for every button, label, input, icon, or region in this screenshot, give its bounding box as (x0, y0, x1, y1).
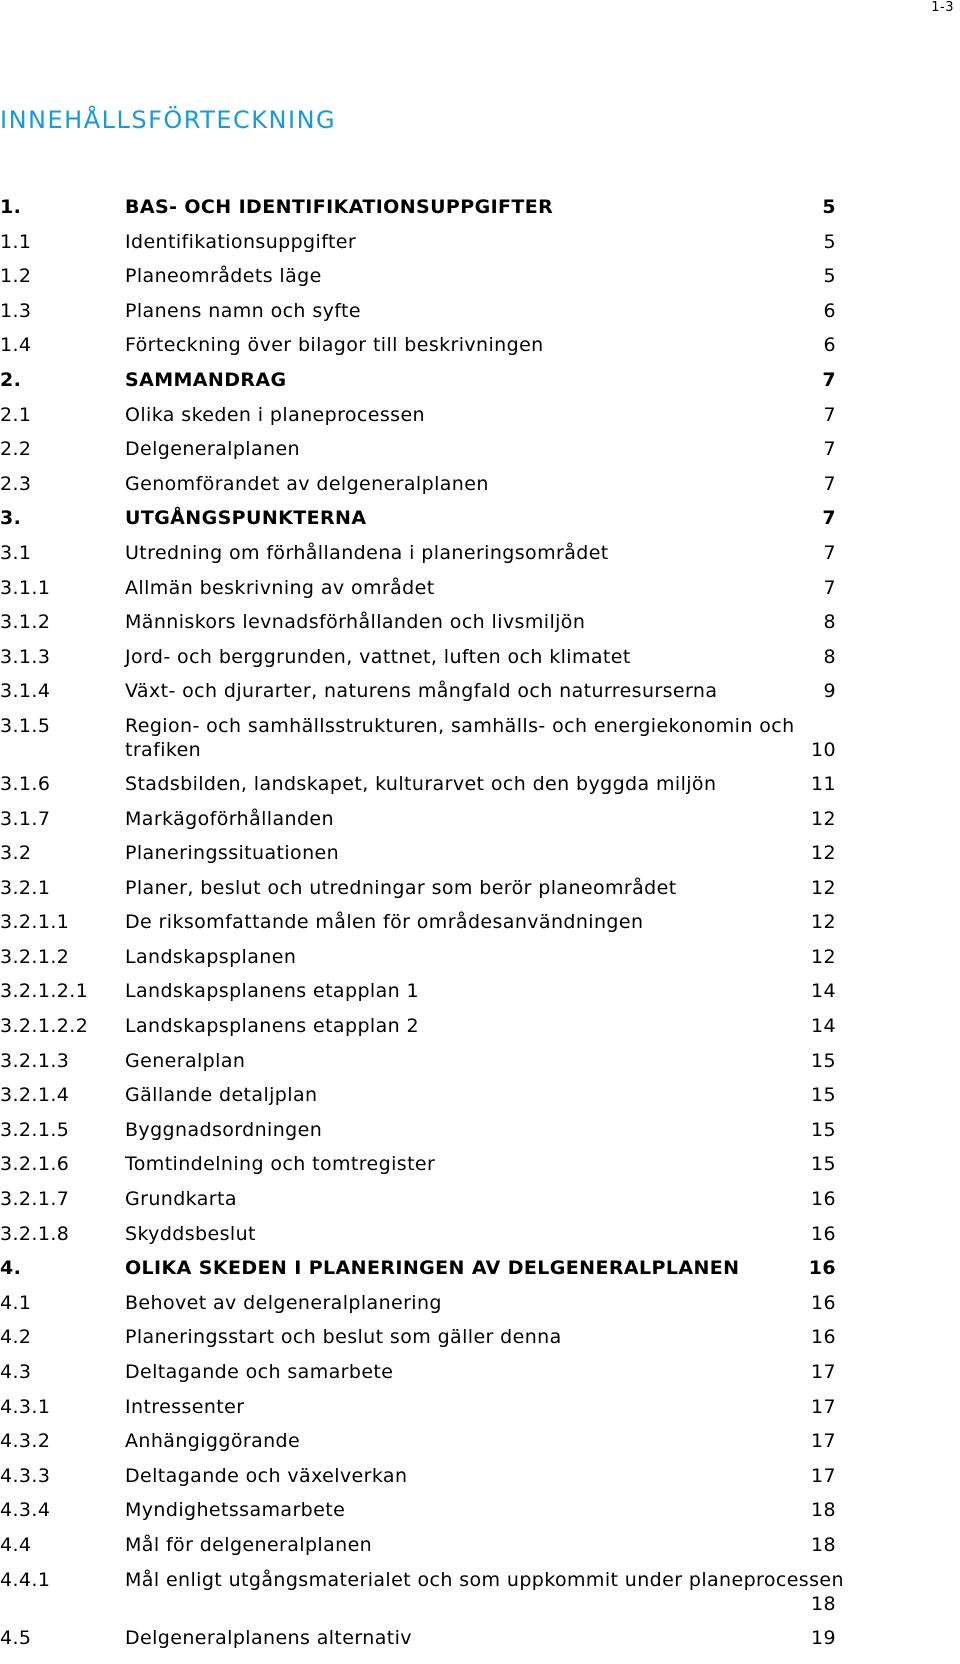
toc-entry-title: Landskapsplanen (125, 945, 297, 968)
toc-entry-page: 6 (823, 299, 836, 322)
toc-entry[interactable] (0, 467, 860, 502)
toc-entry[interactable] (0, 190, 860, 225)
toc-entry-title: Stadsbilden, landskapet, kulturarvet och den byggda miljön (125, 772, 717, 795)
toc-entry-page: 7 (822, 368, 836, 391)
toc-entry-page: 17 (811, 1395, 836, 1418)
toc-entry-number: 3.2.1.2 (0, 945, 70, 968)
toc-entry-title: Delgeneralplanens alternativ (125, 1626, 412, 1649)
toc-entry-title: Behovet av delgeneralplanering (125, 1291, 442, 1314)
toc-entry-page: 12 (811, 807, 836, 830)
toc-entry-page: 16 (811, 1326, 836, 1349)
toc-entry-number: 3.2.1 (0, 876, 51, 899)
toc-entry-number: 4.3 (0, 1361, 32, 1383)
toc-entry[interactable] (0, 1217, 860, 1252)
toc-entry-title: Olika skeden i planeprocessen (125, 403, 425, 426)
toc-entry-title: Skyddsbeslut (125, 1222, 256, 1245)
toc-entry-title: Generalplan (125, 1049, 246, 1072)
toc-entry[interactable] (0, 871, 860, 906)
toc-entry-page: 16 (811, 1188, 836, 1211)
toc-entry-page: 15 (811, 1118, 836, 1141)
toc-entry-number: 4.2 (0, 1326, 32, 1349)
toc-entry[interactable] (0, 225, 860, 260)
toc-entry-page: 12 (811, 945, 836, 968)
toc-entry-title: Människors levnadsförhållanden och livsmiljön (125, 611, 586, 634)
toc-entry-number: 4.1 (0, 1291, 32, 1314)
toc-entry-page: 16 (811, 1291, 836, 1314)
toc-entry-page: 18 (811, 1592, 836, 1615)
toc-entry-title: Förteckning över bilagor till beskrivningen (125, 334, 544, 357)
toc-entry-number: 2.3 (0, 472, 32, 495)
toc-entry-page: 10 (811, 738, 836, 761)
toc-entry[interactable] (0, 1320, 860, 1355)
toc-entry-page: 7 (822, 507, 836, 530)
toc-entry[interactable] (0, 536, 860, 571)
toc-entry-title: Landskapsplanens etapplan 2 (125, 1015, 419, 1038)
toc-entry-page: 7 (823, 403, 836, 426)
toc-entry-page: 6 (823, 334, 836, 357)
toc-entry-page: 15 (811, 1049, 836, 1072)
toc-entry[interactable] (0, 1563, 860, 1621)
toc-entry[interactable] (0, 605, 860, 640)
toc-entry[interactable] (0, 398, 860, 433)
toc-entry[interactable] (0, 1528, 860, 1563)
toc-entry-number: 3.2.1.1 (0, 911, 70, 934)
toc-entry-page: 17 (811, 1430, 836, 1453)
toc-entry-title: Myndighetssamarbete (125, 1499, 346, 1522)
toc-entry-page: 8 (823, 611, 836, 634)
toc-entry-page: 8 (823, 645, 836, 668)
toc-entry[interactable] (0, 1621, 860, 1656)
toc-entry-number: 4.5 (0, 1626, 32, 1649)
toc-entry-page: 9 (823, 680, 836, 703)
toc-entry[interactable] (0, 767, 860, 802)
toc-entry-title: Intressenter (125, 1395, 245, 1418)
toc-entry-title: Planens namn och syfte (125, 299, 361, 322)
toc-entry[interactable] (0, 905, 860, 940)
toc-entry-number: 3.2 (0, 842, 32, 865)
toc-entry-number: 1. (0, 196, 22, 218)
toc-entry-number: 3.1.7 (0, 807, 51, 830)
toc-entry[interactable] (0, 571, 860, 606)
toc-entry-number: 3.1.1 (0, 576, 51, 599)
toc-entry[interactable] (0, 1493, 860, 1528)
toc-entry[interactable] (0, 1390, 860, 1425)
toc-entry-title: Planeringsstart och beslut som gäller denna (125, 1326, 562, 1349)
toc-entry-number: 3.1.5 (0, 714, 51, 737)
toc-entry[interactable] (0, 1251, 860, 1286)
toc-entry-page: 14 (811, 980, 836, 1003)
toc-entry-page: 11 (811, 772, 836, 795)
page-number: 1-3 (931, 0, 954, 15)
toc-entry[interactable] (0, 674, 860, 709)
toc-entry-page: 18 (811, 1499, 836, 1522)
toc-entry[interactable] (0, 974, 860, 1009)
toc-entry-title: Anhängiggörande (125, 1430, 301, 1453)
toc-entry-number: 3.2.1.5 (0, 1118, 70, 1141)
toc-entry-number: 2.2 (0, 438, 32, 461)
toc-entry-number: 4.4 (0, 1533, 32, 1556)
toc-entry[interactable] (0, 1459, 860, 1494)
toc-entry-number: 3. (0, 507, 22, 530)
toc-entry-number: 3.1.4 (0, 680, 51, 703)
toc-entry-page: 5 (823, 230, 836, 253)
toc-entry[interactable] (0, 501, 860, 536)
toc-entry-page: 14 (811, 1015, 836, 1038)
toc-entry-page: 15 (811, 1084, 836, 1107)
toc-entry-number: 3.2.1.4 (0, 1084, 70, 1107)
toc-entry[interactable] (0, 1147, 860, 1182)
toc-entry-title: OLIKA SKEDEN I PLANERINGEN AV DELGENERALPLANEN (125, 1257, 740, 1280)
toc-entry-page: 18 (811, 1533, 836, 1556)
toc-entry[interactable] (0, 640, 860, 675)
toc-entry-number: 1.2 (0, 265, 32, 288)
toc-entry-title: Planeområdets läge (125, 265, 322, 288)
toc-entry-number: 3.2.1.7 (0, 1188, 70, 1211)
toc-entry-number: 3.1.3 (0, 645, 51, 668)
toc-entry-title: Deltagande och växelverkan (125, 1464, 408, 1487)
toc-entry-title: De riksomfattande målen för områdesanvändningen (125, 911, 644, 934)
toc-entry[interactable] (0, 709, 860, 767)
toc-entry-title: Planer, beslut och utredningar som berör planeområdet (125, 876, 677, 899)
toc-entry-number: 1.3 (0, 299, 32, 322)
toc-entry-title: SAMMANDRAG (125, 368, 287, 391)
toc-entry-title: Grundkarta (125, 1188, 237, 1211)
toc-entry-title: Planeringssituationen (125, 842, 340, 865)
toc-entry[interactable] (0, 294, 860, 329)
toc-entry-title: Mål för delgeneralplanen (125, 1533, 373, 1556)
toc-entry-number: 4.3.1 (0, 1395, 51, 1418)
toc-entry-title: Allmän beskrivning av området (125, 576, 435, 599)
toc-entry-number: 3.2.1.2.2 (0, 1015, 89, 1038)
toc-entry-title: Byggnadsordningen (125, 1118, 323, 1141)
toc-entry[interactable] (0, 1286, 860, 1321)
toc-title: INNEHÅLLSFÖRTECKNING (0, 106, 337, 134)
toc-entry-page: 19 (811, 1626, 836, 1649)
toc-entry-title: Region- och samhällsstrukturen, samhälls- och energiekonomin och trafiken (125, 714, 795, 761)
toc-entry[interactable] (0, 1182, 860, 1217)
toc-entry[interactable] (0, 940, 860, 975)
toc-entry-number: 1.1 (0, 230, 32, 253)
toc-entry[interactable] (0, 1044, 860, 1079)
toc-entry-title: Mål enligt utgångsmaterialet och som uppkommit under planeprocessen (125, 1568, 844, 1591)
toc-entry[interactable] (0, 363, 860, 398)
toc-entry-page: 12 (811, 876, 836, 899)
toc-entry-title: BAS- OCH IDENTIFIKATIONSUPPGIFTER (125, 196, 554, 218)
toc-entry-title: Utredning om förhållandena i planeringsområdet (125, 541, 609, 564)
toc-entry[interactable] (0, 802, 860, 837)
toc-entry-page: 15 (811, 1153, 836, 1176)
toc-entry-number: 2.1 (0, 403, 32, 426)
toc-entry[interactable] (0, 328, 860, 363)
table-of-contents (0, 190, 860, 1655)
toc-entry[interactable] (0, 1078, 860, 1113)
toc-entry-number: 3.2.1.3 (0, 1049, 70, 1072)
toc-entry-number: 4.3.3 (0, 1464, 51, 1487)
toc-entry[interactable] (0, 1113, 860, 1148)
toc-entry[interactable] (0, 432, 860, 467)
toc-entry-page: 16 (808, 1257, 836, 1280)
toc-entry-page: 12 (811, 842, 836, 865)
toc-entry-number: 3.1.2 (0, 611, 51, 634)
toc-entry-number: 4.3.4 (0, 1499, 51, 1522)
toc-entry-page: 16 (811, 1222, 836, 1245)
toc-entry-page: 12 (811, 911, 836, 934)
toc-entry-title: Landskapsplanens etapplan 1 (125, 980, 419, 1003)
toc-entry-title: Jord- och berggrunden, vattnet, luften och klimatet (125, 645, 631, 668)
toc-entry-page: 7 (823, 438, 836, 461)
toc-entry-page: 7 (823, 541, 836, 564)
toc-entry-number: 3.1.6 (0, 772, 51, 795)
toc-entry[interactable] (0, 1424, 860, 1459)
toc-entry-page: 5 (822, 196, 836, 218)
toc-entry-title: Deltagande och samarbete (125, 1361, 394, 1383)
toc-entry-number: 3.1 (0, 541, 32, 564)
toc-entry-number: 4.3.2 (0, 1430, 51, 1453)
toc-entry-page: 17 (811, 1361, 836, 1383)
toc-entry-page: 7 (823, 472, 836, 495)
toc-entry[interactable] (0, 1355, 860, 1390)
toc-entry-page: 5 (823, 265, 836, 288)
toc-entry-title: Identifikationsuppgifter (125, 230, 357, 253)
toc-entry-number: 3.2.1.8 (0, 1222, 70, 1245)
toc-entry-page: 7 (823, 576, 836, 599)
toc-entry-title: Markägoförhållanden (125, 807, 334, 830)
toc-entry-title: Delgeneralplanen (125, 438, 300, 461)
toc-entry-number: 4. (0, 1257, 22, 1280)
toc-entry-title: Genomförandet av delgeneralplanen (125, 472, 489, 495)
toc-entry-number: 2. (0, 368, 22, 391)
toc-entry-title: Gällande detaljplan (125, 1084, 318, 1107)
toc-entry-title: Växt- och djurarter, naturens mångfald och naturresurserna (125, 680, 718, 703)
toc-entry-page: 17 (811, 1464, 836, 1487)
toc-entry-title: Tomtindelning och tomtregister (125, 1153, 436, 1176)
toc-entry[interactable] (0, 1009, 860, 1044)
toc-entry[interactable] (0, 259, 860, 294)
toc-entry-number: 1.4 (0, 334, 32, 357)
toc-entry[interactable] (0, 836, 860, 871)
toc-entry-number: 4.4.1 (0, 1568, 51, 1591)
toc-entry-number: 3.2.1.6 (0, 1153, 70, 1176)
toc-entry-title: UTGÅNGSPUNKTERNA (125, 507, 367, 530)
toc-entry-number: 3.2.1.2.1 (0, 980, 89, 1003)
